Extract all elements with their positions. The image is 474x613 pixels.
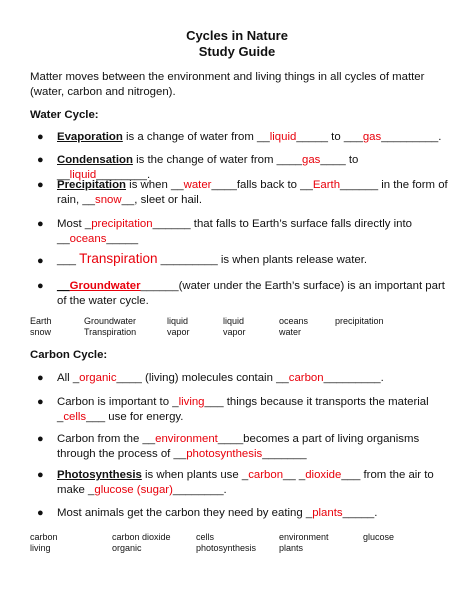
water-item-evaporation: Evaporation is a change of water from __liquid_____ to ___gas_________. bbox=[57, 131, 442, 143]
answer: snow bbox=[95, 193, 122, 206]
bullet-icon: ● bbox=[37, 433, 44, 445]
bullet-icon: ● bbox=[37, 507, 44, 519]
carbon-item-living: Carbon is important to _living___ things because it transports the material _cells___ use for energy. bbox=[57, 396, 429, 423]
water-word-bank-col-1: Earth snow bbox=[30, 316, 52, 337]
carbon-word-bank-col-5: glucose bbox=[363, 532, 395, 542]
answer: environment bbox=[155, 433, 218, 445]
water-cycle-heading: Water Cycle: bbox=[30, 109, 99, 121]
answer: water bbox=[183, 179, 212, 191]
bullet-icon: ● bbox=[37, 372, 44, 384]
bullet-icon: ● bbox=[37, 255, 44, 267]
answer: Groundwater bbox=[69, 280, 141, 292]
bullet-icon: ● bbox=[37, 469, 44, 481]
carbon-cycle-heading: Carbon Cycle: bbox=[30, 349, 108, 361]
water-word-bank-col-5: oceans water bbox=[279, 316, 309, 337]
answer: glucose (sugar) bbox=[94, 483, 173, 496]
page-subtitle: Study Guide bbox=[198, 44, 276, 59]
answer: plants bbox=[312, 507, 343, 519]
answer: carbon bbox=[248, 469, 284, 481]
water-word-bank-col-3: liquid vapor bbox=[167, 316, 190, 337]
answer: cells bbox=[63, 410, 87, 423]
intro-paragraph: Matter moves between the environment and living things in all cycles of matter (water, carbon and nitrogen). bbox=[30, 71, 425, 98]
answer: liquid bbox=[69, 168, 97, 181]
answer: liquid bbox=[269, 131, 297, 143]
carbon-item-environment: Carbon from the __environment____becomes a part of living organisms through the process of __photosynthesis_______ bbox=[57, 433, 420, 460]
water-word-bank-col-2: Groundwater Transpiration bbox=[84, 316, 137, 337]
bullet-icon: ● bbox=[37, 218, 44, 230]
water-word-bank-col-6: precipitation bbox=[335, 316, 384, 326]
term: Photosynthesis bbox=[57, 469, 142, 481]
answer: gas bbox=[362, 131, 382, 143]
answer: carbon bbox=[288, 372, 324, 384]
term: Condensation bbox=[57, 154, 133, 166]
answer: gas bbox=[302, 154, 321, 166]
page-title: Cycles in Nature bbox=[186, 28, 288, 43]
carbon-word-bank-col-3: cells photosynthesis bbox=[196, 532, 257, 553]
carbon-item-plants: Most animals get the carbon they need by eating _plants_____. bbox=[57, 507, 378, 519]
answer: Transpiration bbox=[79, 251, 158, 266]
answer: living bbox=[178, 396, 205, 408]
carbon-word-bank-col-4: environment plants bbox=[279, 532, 329, 553]
term: Precipitation bbox=[57, 179, 126, 191]
carbon-word-bank-col-1: carbon living bbox=[30, 532, 58, 553]
term: Evaporation bbox=[57, 131, 123, 143]
answer: Earth bbox=[312, 179, 341, 191]
carbon-word-bank-col-2: carbon dioxide organic bbox=[112, 532, 171, 553]
answer: oceans bbox=[69, 232, 107, 245]
water-item-transpiration: ___ Transpiration _________ is when plants release water. bbox=[57, 251, 368, 266]
bullet-icon: ● bbox=[37, 131, 44, 143]
answer: photosynthesis bbox=[186, 447, 263, 460]
answer: dioxide bbox=[305, 469, 342, 481]
bullet-icon: ● bbox=[37, 154, 44, 166]
bullet-icon: ● bbox=[37, 179, 44, 191]
water-item-condensation: Condensation is the change of water from ____gas____ to __liquid________. bbox=[57, 154, 359, 181]
water-item-precipitation: Precipitation is when __water____falls back to __Earth______ in the form of rain, __snow__, sleet or hail. bbox=[57, 179, 448, 206]
water-item-groundwater: __Groundwater______(water under the Earth’s surface) is an important part of the water cycle. bbox=[57, 280, 445, 307]
bullet-icon: ● bbox=[37, 396, 44, 408]
water-word-bank-col-4: liquid vapor bbox=[223, 316, 246, 337]
answer: precipitation bbox=[91, 218, 153, 230]
carbon-item-organic: All _organic____ (living) molecules contain __carbon_________. bbox=[57, 372, 384, 384]
answer: organic bbox=[79, 372, 117, 384]
bullet-icon: ● bbox=[37, 280, 44, 292]
water-item-oceans: Most _precipitation______ that falls to Earth’s surface falls directly into __oceans_____ bbox=[57, 218, 412, 245]
carbon-item-photosynthesis: Photosynthesis is when plants use _carbon__ _dioxide___ from the air to make _glucose (sugar)________. bbox=[57, 469, 434, 496]
